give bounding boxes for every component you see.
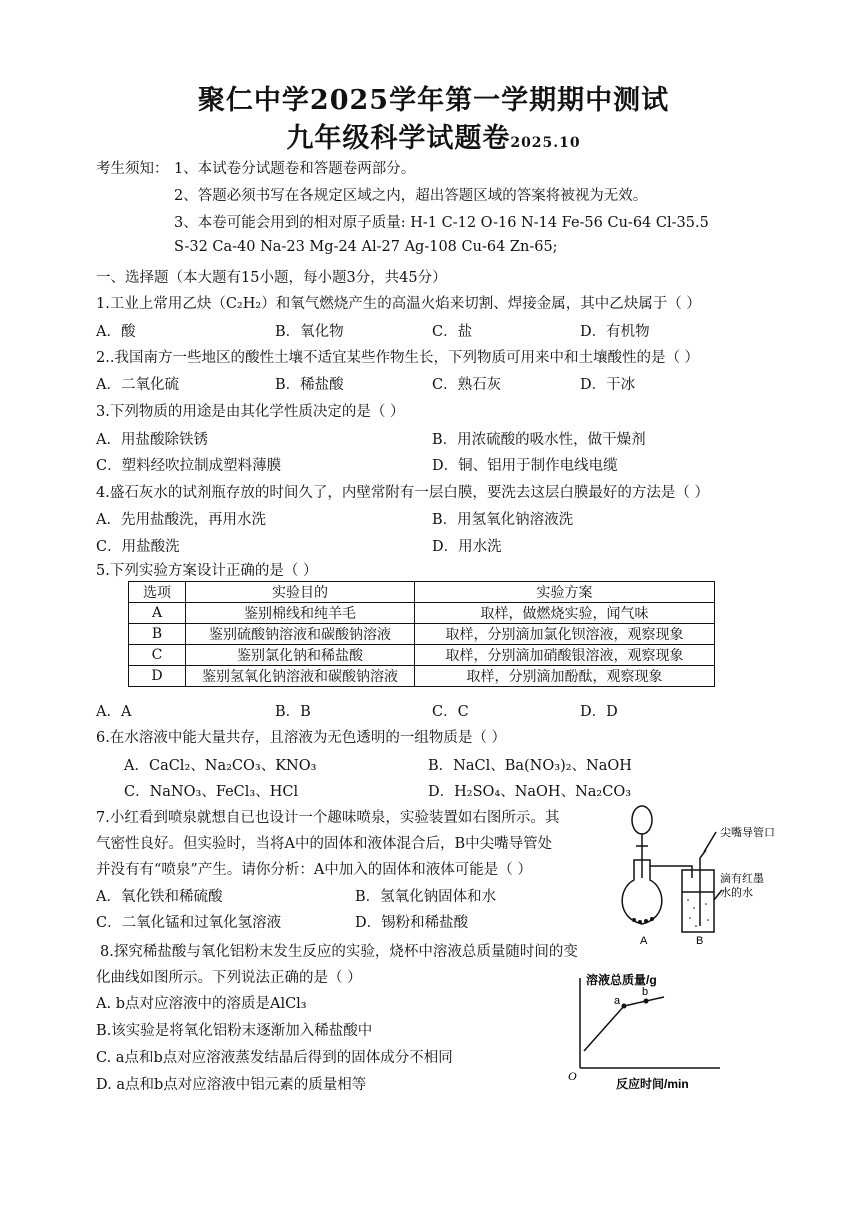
paper-date: 2025.10 [510,135,581,151]
notice-item-2: 2、答题必须书写在各规定区域之内，超出答题区域的答案将被视为无效。 [174,188,648,204]
graph-point-a-label: a [614,995,621,1007]
q3-option-a: A．用盐酸除铁锈 [96,432,208,448]
figure-label-tip: 尖嘴导管口 [720,827,775,839]
table-cell: A [129,603,186,624]
table-header-purpose: 实验目的 [186,582,415,603]
q8-option-b: B.该实验是将氧化铝粉末逐渐加入稀盐酸中 [96,1023,373,1039]
q2-option-c: C．熟石灰 [432,377,502,393]
notice-item-3-cont: S-32 Ca-40 Na-23 Mg-24 Al-27 Ag-108 Cu-64 Zn-65; [174,239,558,255]
question-7-stem-line-3: 并没有有“喷泉”产生。请你分析：A中加入的固体和液体可能是（ ） [96,862,532,878]
graph-point-a [622,1004,627,1009]
q3-option-b: B．用浓硫酸的吸水性，做干燥剂 [432,432,646,448]
graph-origin: O [568,1069,577,1083]
notice-item-1: 1、本试卷分试题卷和答题卷两部分。 [174,161,416,177]
question-1-stem: 1.工业上常用乙炔（C₂H₂）和氧气燃烧产生的高温火焰来切割、焊接金属，其中乙炔属于（ ） [96,296,701,312]
q6-option-a: A．CaCl₂、Na₂CO₃、KNO₃ [124,758,317,774]
table-cell: B [129,624,186,645]
paper-title: 九年级科学试题卷2025.10 [286,123,581,154]
q4-option-b: B．用氢氧化钠溶液洗 [432,512,574,528]
q1-option-b: B．氧化物 [275,324,344,340]
q5-option-d: D．D [580,704,618,720]
graph-point-b [644,999,649,1004]
figure-label-b: B [696,935,704,947]
question-8-stem-line-1: 8.探究稀盐酸与氧化铝粉末发生反应的实验，烧杯中溶液总质量随时间的变 [100,944,578,960]
table-cell: 取样，做燃烧实验，闻气味 [415,603,715,624]
q4-option-a: A．先用盐酸洗，再用水洗 [96,512,266,528]
q7-option-a: A．氧化铁和稀硫酸 [96,889,223,905]
table-row [129,666,715,687]
question-2-stem: 2..我国南方一些地区的酸性土壤不适宜某些作物生长，下列物质可用来中和土壤酸性的是（ ） [96,350,700,366]
q4-option-d: D．用水洗 [432,539,502,555]
figure-label-water-2: 水的水 [720,887,753,899]
q1-option-c: C．盐 [432,324,473,340]
section-heading: 一、选择题（本大题有15小题，每小题3分，共45分） [96,270,447,286]
question-6-stem: 6.在水溶液中能大量共存，且溶液为无色透明的一组物质是（ ） [96,730,506,746]
table-cell: 鉴别硫酸钠溶液和碳酸钠溶液 [186,624,415,645]
q1-option-d: D．有机物 [580,324,650,340]
q7-option-c: C．二氧化锰和过氧化氢溶液 [96,915,282,931]
fountain-apparatus-figure [610,800,790,948]
graph-x-label: 反应时间/min [616,1077,689,1090]
table-cell: D [129,666,186,687]
question-7-stem-line-2: 气密性良好。但实验时，当将A中的固体和液体混合后，B中尖嘴导管处 [96,836,553,852]
table-header-plan: 实验方案 [415,582,715,603]
table-cell: 取样，分别滴加硝酸银溶液，观察现象 [415,645,715,666]
notice-item-3: 3、本卷可能会用到的相对原子质量: H-1 C-12 O-16 N-14 Fe-56 Cu-64 Cl-35.5 [174,215,709,231]
q8-option-c: C. a点和b点对应溶液蒸发结晶后得到的固体成分不相同 [96,1050,453,1066]
q5-option-a: A．A [96,704,132,720]
question-5-stem: 5.下列实验方案设计正确的是（ ） [96,563,318,579]
school-title: 聚仁中学2025学年第一学期期中测试 [197,85,670,116]
graph-point-b-label: b [642,986,649,999]
table-cell: 取样，分别滴加酚酞，观察现象 [415,666,715,687]
solution-mass-graph [560,968,730,1090]
q8-option-d: D. a点和b点对应溶液中铝元素的质量相等 [96,1077,367,1093]
q1-option-a: A．酸 [96,324,136,340]
question-3-stem: 3.下列物质的用途是由其化学性质决定的是（ ） [96,404,405,420]
question-7-stem-line-1: 7.小红看到喷泉就想自已也设计一个趣味喷泉，实验装置如右图所示。其 [96,810,560,826]
q2-option-a: A．二氧化硫 [96,377,179,393]
q6-option-b: B．NaCl、Ba(NO₃)₂、NaOH [428,758,632,774]
q7-option-b: B．氢氧化钠固体和水 [355,889,497,905]
table-cell: 鉴别氢氧化钠溶液和碳酸钠溶液 [186,666,415,687]
q5-option-b: B．B [275,704,311,720]
q7-option-d: D．锡粉和稀盐酸 [355,915,469,931]
table-row [129,624,715,645]
figure-label-water-1: 滴有红墨 [720,873,764,885]
table-header-option: 选项 [129,582,186,603]
q3-option-d: D．铜、铝用于制作电线电缆 [432,458,618,474]
question-8-stem-line-2: 化曲线如图所示。下列说法正确的是（ ） [96,970,362,986]
q4-option-c: C．用盐酸洗 [96,539,180,555]
q5-table [128,581,715,687]
table-cell: 鉴别氯化钠和稀盐酸 [186,645,415,666]
q5-option-c: C．C [432,704,469,720]
q8-option-a: A. b点对应溶液中的溶质是AlCl₃ [96,996,307,1012]
q2-option-b: B．稀盐酸 [275,377,344,393]
q2-option-d: D．干冰 [580,377,636,393]
q6-option-c: C．NaNO₃、FeCl₃、HCl [124,784,299,800]
table-cell: 取样，分别滴加氯化钡溶液，观察现象 [415,624,715,645]
question-4-stem: 4.盛石灰水的试剂瓶存放的时间久了，内壁常附有一层白膜，要洗去这层白膜最好的方法是（ ） [96,485,709,501]
notice-label: 考生须知： [96,161,169,177]
graph-y-label: 溶液总质量/g [586,973,657,987]
q3-option-c: C．塑料经吹拉制成塑料薄膜 [96,458,282,474]
table-row [129,603,715,624]
q6-option-d: D．H₂SO₄、NaOH、Na₂CO₃ [428,784,632,800]
table-row [129,645,715,666]
table-cell: 鉴别棉线和纯羊毛 [186,603,415,624]
table-header-row [129,582,715,603]
table-cell: C [129,645,186,666]
figure-label-a: A [640,935,648,947]
